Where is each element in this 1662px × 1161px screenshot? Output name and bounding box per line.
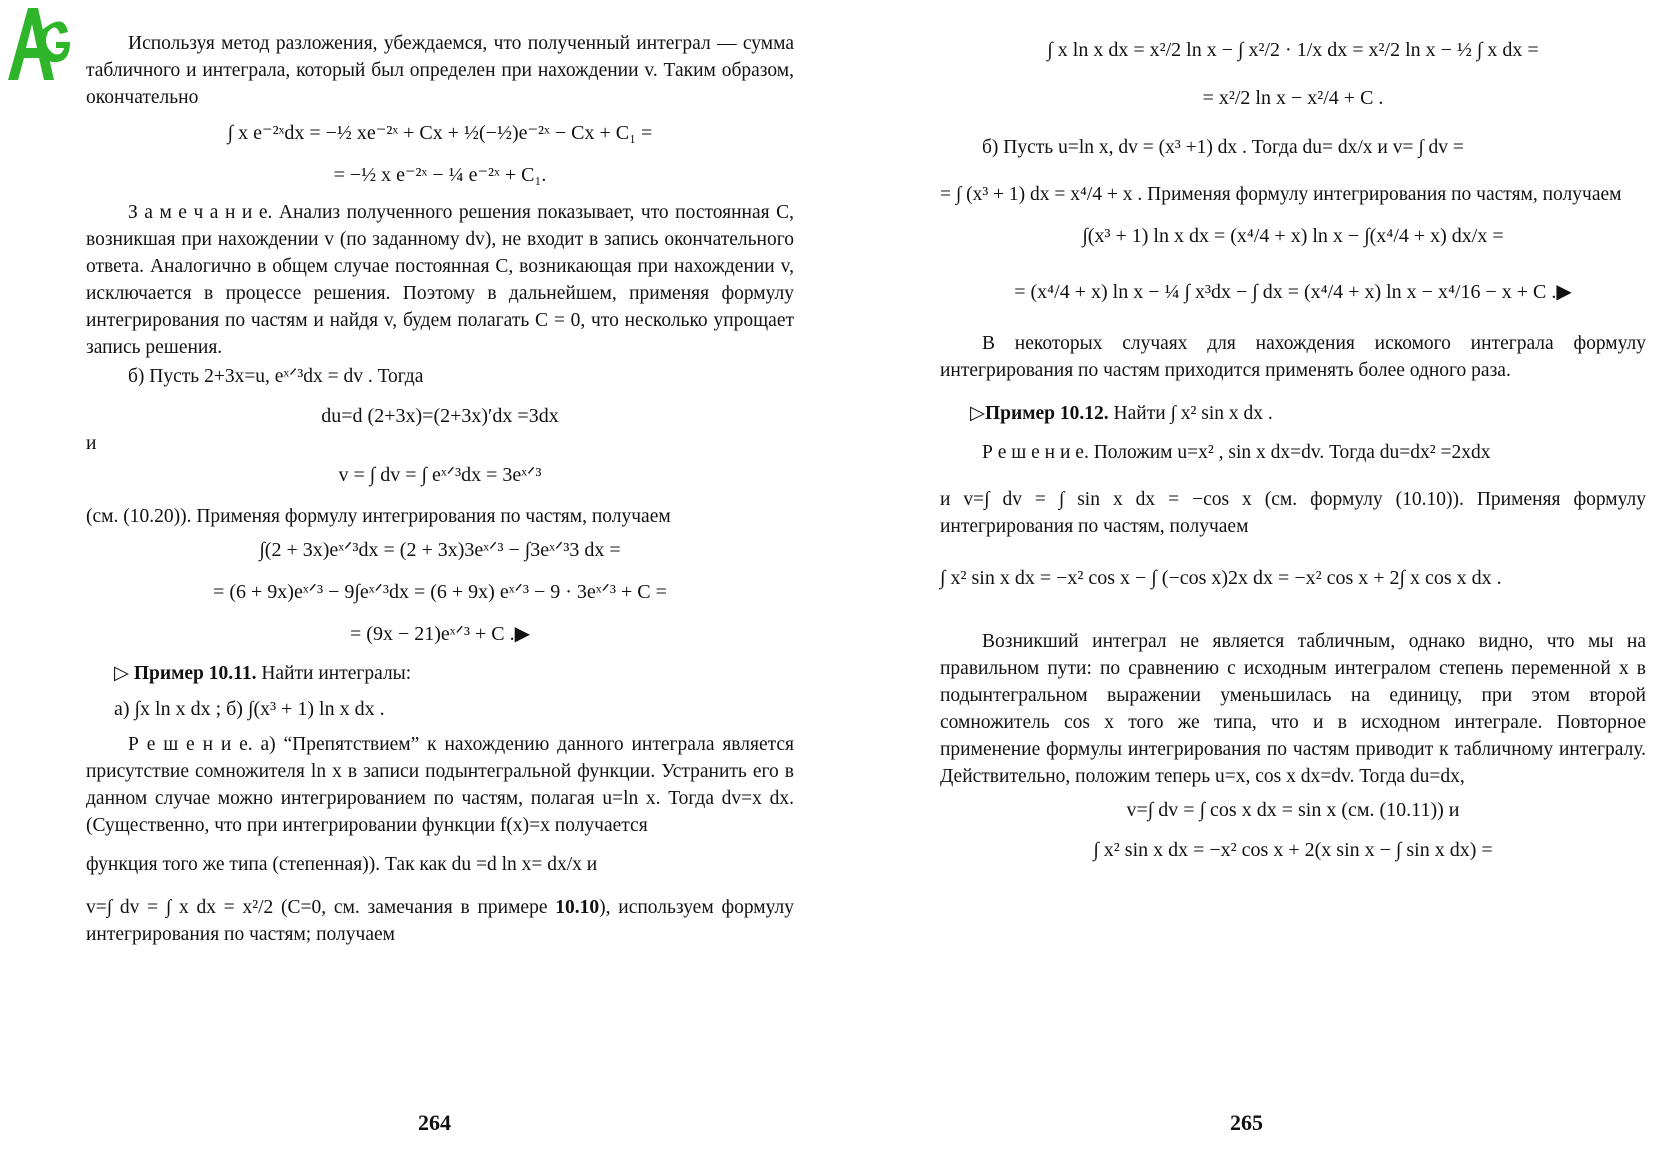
formula: ∫ x e⁻²ˣdx = −½ xe⁻²ˣ + Cx + ½(−½)e⁻²ˣ − Cx + C₁ = [227, 122, 653, 144]
paragraph: (см. (10.20)). Применяя формулу интегрирования по частям, получаем [86, 506, 671, 527]
remark-label: З а м е ч а н и е. [128, 202, 273, 223]
conjunction-text: и [86, 433, 97, 454]
right-text-column [940, 30, 1646, 864]
paragraph: Используя метод разложения, убеждаемся, что полученный интеграл — сумма табличного и интеграла, который был определен при нахождении v. Таким образом, окончательно [86, 33, 794, 108]
page-number: 264 [418, 1110, 451, 1135]
paragraph: Возникший интеграл не является табличным, однако видно, что мы на правильном пути: по сравнению с исходным интегралом степень переменной x в подынтегральном выражении уменьшилась на единицу, при этом второй сомножитель cos x того же типа, что и в исходном интеграле. Повторное применение формулы интегрирования по частям приводит к табличному интегралу. Действительно, положим теперь u=x, cos x dx=dv. Тогда du=dx, [940, 631, 1646, 787]
text: ), используем формулу интегрирования по частям; получаем [86, 897, 794, 945]
formula: = (9x − 21)eˣᐟ³ + C .▶ [350, 623, 530, 645]
example-label: ▷ Пример 10.11. [114, 663, 257, 684]
right-page [830, 0, 1662, 1161]
inline-formula: v=∫ dv = ∫ x dx = x²/2 [86, 897, 274, 918]
paragraph: В некоторых случаях для нахождения искомого интеграла формулу интегрирования по частям приходится применять более одного раза. [940, 333, 1646, 381]
solution-paragraph [940, 439, 1646, 466]
remark-text: Анализ полученного решения показывает, что постоянная C, возникшая при нахождении v (по заданному dv), не входит в запись окончательного ответа. Аналогично в общем случае постоянная C, возникающая при нахождении v, исключается в процессе решения. Поэтому в дальнейшем, применяя формулу интегрирования по частям и найдя v, будем полагать C = 0, что несколько упрощает запись решения. [86, 202, 794, 358]
paragraph: б) Пусть u=ln x, dv = (x³ +1) dx . Тогда du= dx/x и v= ∫ dv = [982, 137, 1464, 158]
formula: ∫ x² sin x dx = −x² cos x + 2(x sin x − ∫ sin x dx) = [1093, 839, 1493, 861]
left-page [0, 0, 830, 1161]
remark-paragraph [86, 199, 794, 361]
example-label: ▷Пример 10.12. [970, 403, 1109, 424]
site-logo [4, 2, 74, 84]
example-text: Найти интегралы: [256, 663, 412, 684]
solution-text: а) “Препятствием” к нахождению данного интеграла является присутствие сомножителя ln x в записи подынтегральной функции. Устранить его в данном случае можно интегрированием по частям, полагая u=ln x. Тогда dv=x dx. (Существенно, что при интегрировании функции f(x)=x получается [86, 734, 794, 836]
page-number: 265 [1230, 1110, 1263, 1135]
formula: ∫(x³ + 1) ln x dx = (x⁴/4 + x) ln x − ∫(x⁴/4 + x) dx/x = [1082, 225, 1504, 247]
solution-label: Р е ш е н и е. [982, 442, 1089, 463]
formula: v = ∫ dv = ∫ eˣᐟ³dx = 3eˣᐟ³ [338, 464, 542, 486]
formula: = (6 + 9x)eˣᐟ³ − 9∫eˣᐟ³dx = (6 + 9x) eˣᐟ³ − 9 · 3eˣᐟ³ + C = [213, 581, 667, 603]
solution-paragraph [86, 731, 794, 839]
formula: = x²/2 ln x − x²/4 + C . [1202, 87, 1384, 109]
paragraph: = ∫ (x³ + 1) dx = x⁴/4 + x . Применяя формулу интегрирования по частям, получаем [940, 184, 1622, 205]
formula: du=d (2+3x)=(2+3x)′dx =3dx [321, 405, 559, 427]
example-reference: 10.10 [555, 897, 600, 918]
paragraph [86, 894, 794, 948]
text: (C=0, см. замечания в примере [273, 897, 556, 918]
paragraph: функция того же типа (степенная)). Так как du =d ln x= dx/x и [86, 854, 598, 875]
example-text: Найти ∫ x² sin x dx . [1108, 403, 1273, 424]
formula: = −½ x e⁻²ˣ − ¼ e⁻²ˣ + C₁. [333, 164, 547, 186]
formula: ∫(2 + 3x)eˣᐟ³dx = (2 + 3x)3eˣᐟ³ − ∫3eˣᐟ³3 dx = [259, 539, 621, 561]
example-heading [940, 400, 1646, 427]
example-heading [86, 660, 794, 687]
solution-label: Р е ш е н и е. [128, 734, 253, 755]
solution-text: Положим u=x² , sin x dx=dv. Тогда du=dx² =2xdx [1088, 442, 1491, 463]
paragraph: б) Пусть 2+3x=u, eˣᐟ³dx = dv . Тогда [128, 366, 424, 387]
example-items: а) ∫x ln x dx ; б) ∫(x³ + 1) ln x dx . [114, 698, 385, 720]
left-text-column [86, 30, 794, 948]
formula: = (x⁴/4 + x) ln x − ¼ ∫ x³dx − ∫ dx = (x⁴/4 + x) ln x − x⁴/16 − x + C .▶ [1014, 281, 1572, 303]
paragraph: и v=∫ dv = ∫ sin x dx = −cos x (см. формулу (10.10)). Применяя формулу интегрирования по частям, получаем [940, 489, 1646, 537]
formula: ∫ x ln x dx = x²/2 ln x − ∫ x²/2 · 1/x dx = x²/2 ln x − ½ ∫ x dx = [1047, 39, 1539, 61]
formula: v=∫ dv = ∫ cos x dx = sin x (см. (10.11)) и [1126, 799, 1460, 821]
formula: ∫ x² sin x dx = −x² cos x − ∫ (−cos x)2x dx = −x² cos x + 2∫ x cos x dx . [940, 567, 1502, 589]
